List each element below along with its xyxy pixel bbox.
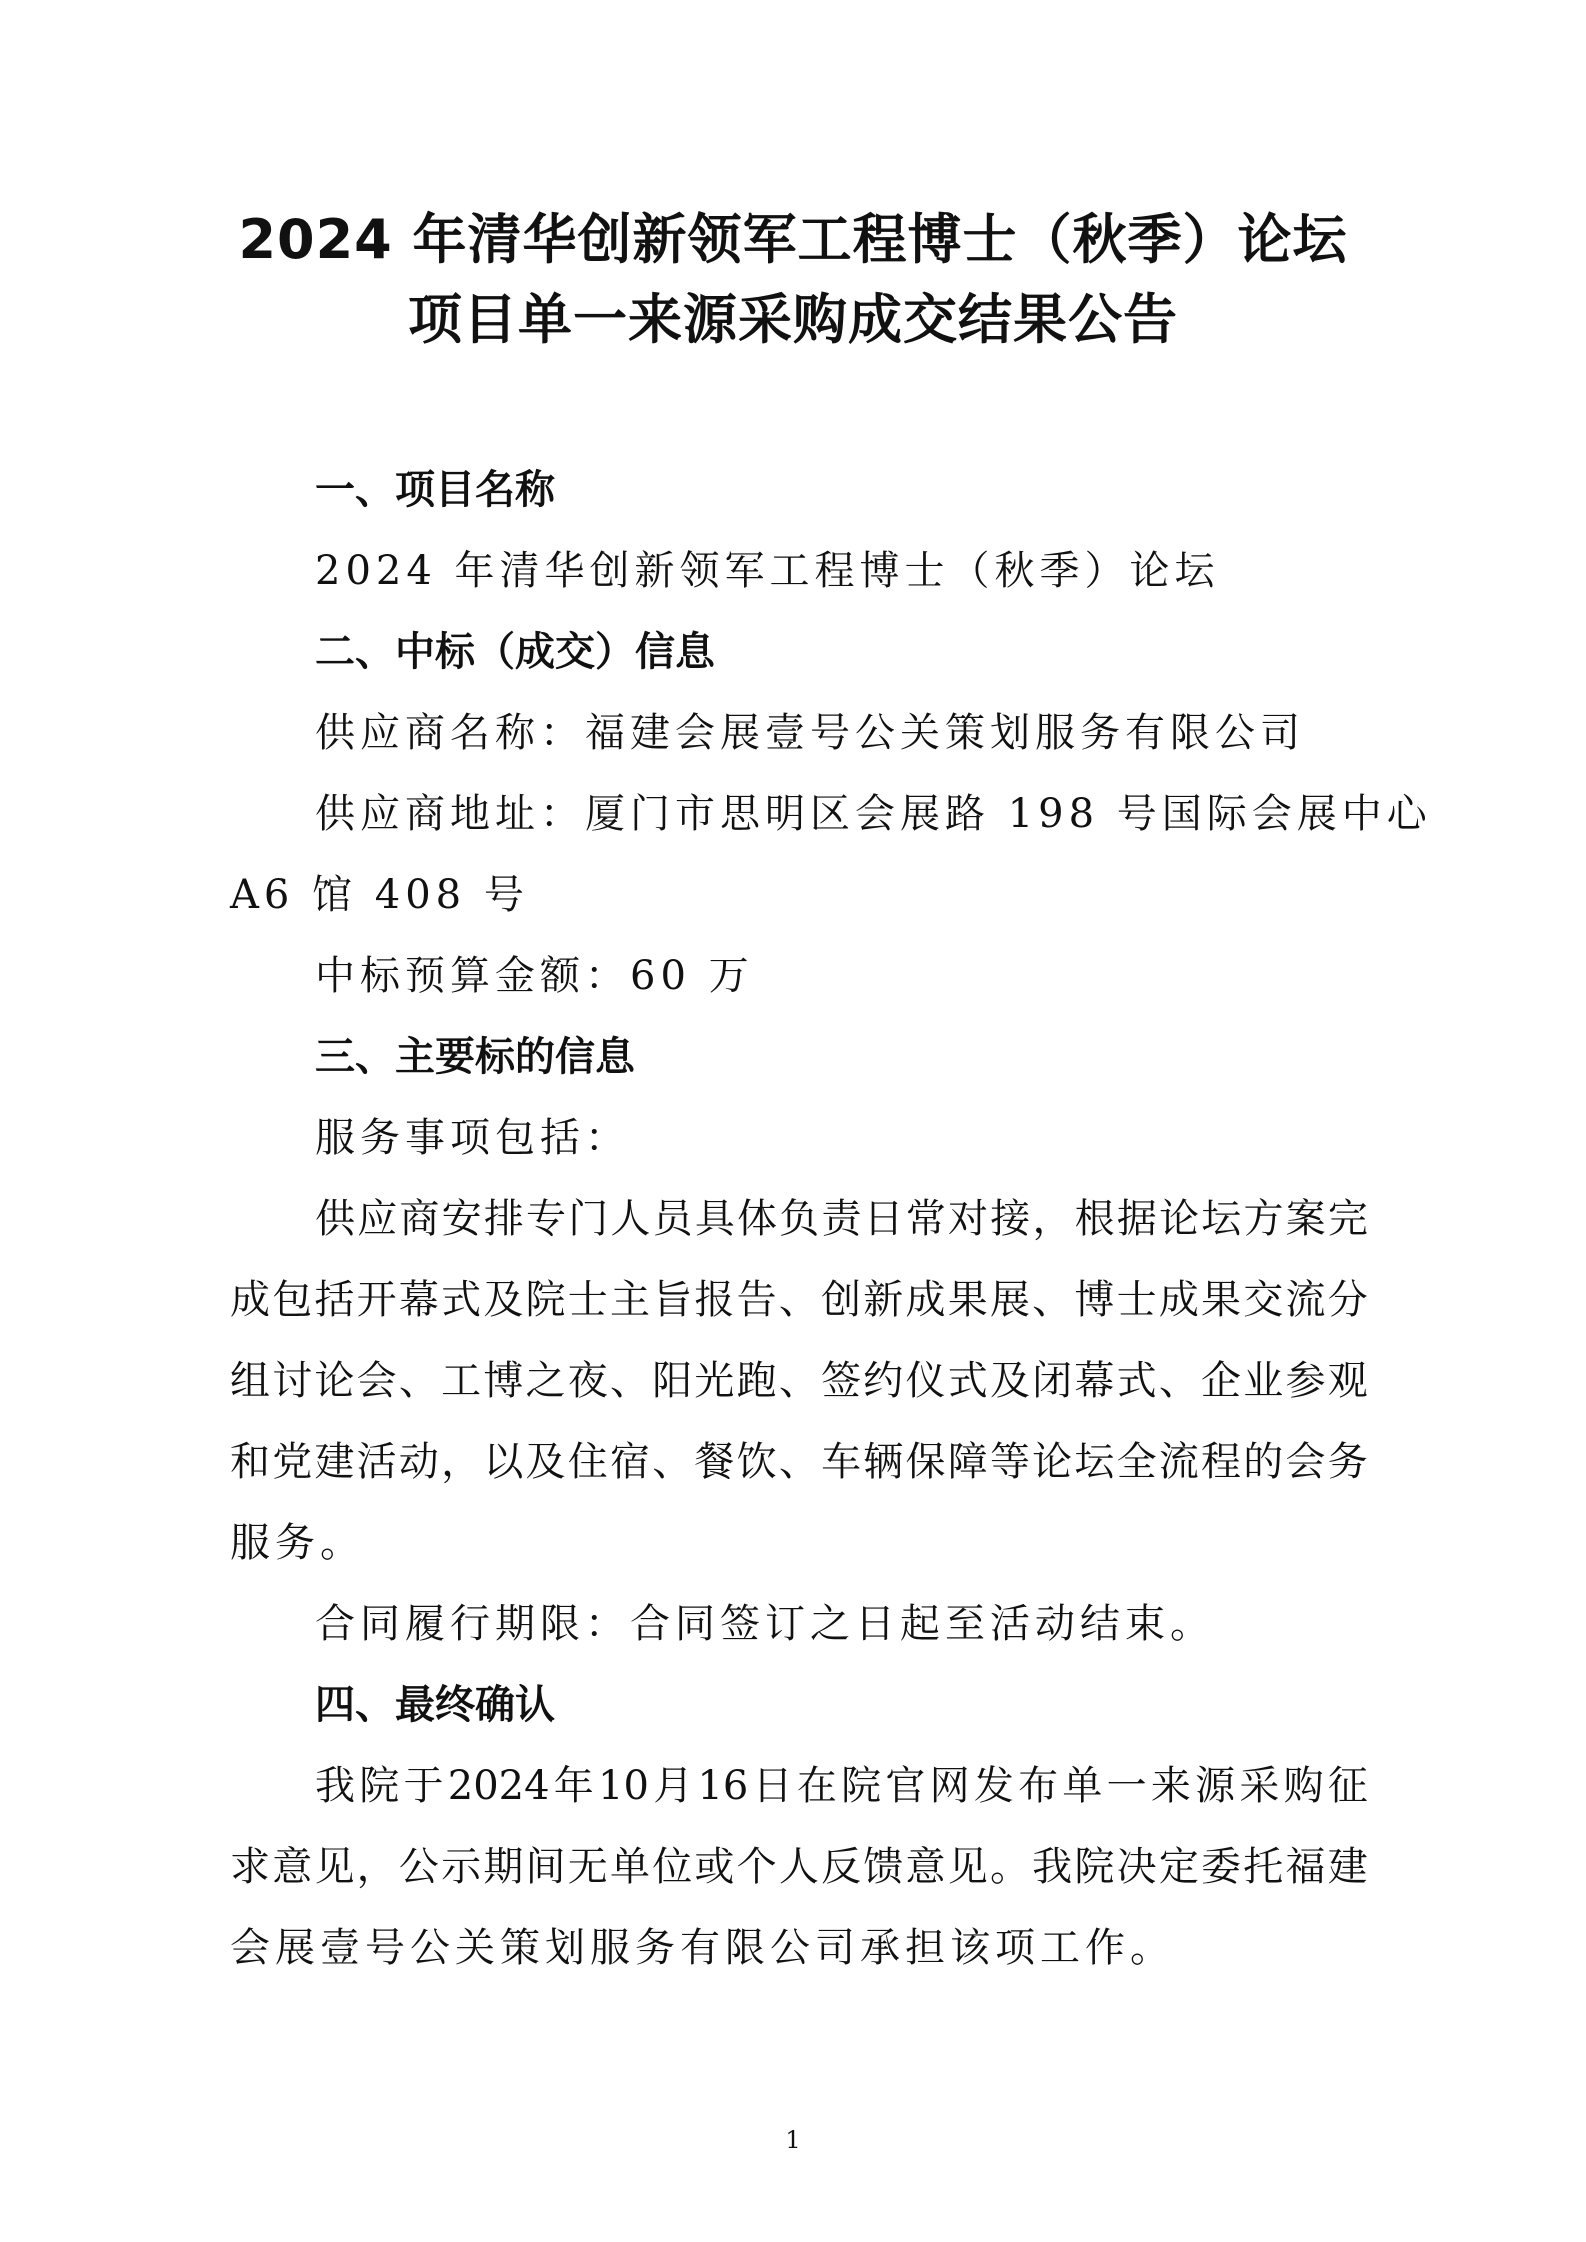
supplier-name-text: 供应商名称：福建会展壹号公关策划服务有限公司 bbox=[315, 710, 1305, 756]
services-paragraph-line-4: 和 党 建 活 动 ， 以 及 住 宿 、 餐 饮 、 车 辆 保 障 等 论 坛 全 流 程 的 会 务 bbox=[230, 1439, 1368, 1485]
section-4-heading: 四、最终确认 bbox=[315, 1682, 555, 1728]
contract-term-text: 合同履行期限：合同签订之日起至活动结束。 bbox=[315, 1601, 1215, 1647]
services-paragraph-line-2: 成 包 括 开 幕 式 及 院 士 主 旨 报 告 、 创 新 成 果 展 、 博 士 成 果 交 流 分 bbox=[230, 1277, 1368, 1323]
confirmation-paragraph-line-1: 我 院 于 2024 年 10 月 16 日 在 院 官 网 发 布 单 一 来 源 采 购 征 bbox=[315, 1763, 1368, 1809]
confirmation-paragraph-line-3: 会展壹号公关策划服务有限公司承担该项工作。 bbox=[230, 1925, 1175, 1971]
services-paragraph-line-5: 服务。 bbox=[230, 1520, 365, 1566]
supplier-address-line-1: 供应商地址：厦门市思明区会展路 198 号国际会展中心 bbox=[315, 791, 1432, 837]
section-3-heading: 三、主要标的信息 bbox=[315, 1034, 635, 1080]
supplier-address-line-2: A6 馆 408 号 bbox=[230, 872, 529, 918]
document-title-line-1: 2024 年清华创新领军工程博士（秋季）论坛 bbox=[238, 208, 1348, 271]
page-number: 1 bbox=[785, 2126, 801, 2154]
services-paragraph-line-1: 供 应 商 安 排 专 门 人 员 具 体 负 责 日 常 对 接 ， 根 据 论 坛 方 案 完 bbox=[315, 1196, 1368, 1242]
services-paragraph-line-3: 组 讨 论 会 、 工 博 之 夜 、 阳 光 跑 、 签 约 仪 式 及 闭 幕 式 、 企 业 参 观 bbox=[230, 1358, 1368, 1404]
budget-text: 中标预算金额：60 万 bbox=[315, 953, 754, 999]
services-intro-text: 服务事项包括： bbox=[315, 1115, 630, 1161]
section-1-heading: 一、项目名称 bbox=[315, 467, 555, 513]
section-2-heading: 二、中标（成交）信息 bbox=[315, 629, 715, 675]
project-name-text: 2024 年清华创新领军工程博士（秋季）论坛 bbox=[315, 548, 1220, 594]
confirmation-paragraph-line-2: 求 意 见 ， 公 示 期 间 无 单 位 或 个 人 反 馈 意 见 。 我 院 决 定 委 托 福 建 bbox=[230, 1844, 1368, 1890]
document-title-line-2: 项目单一来源采购成交结果公告 bbox=[408, 288, 1178, 351]
